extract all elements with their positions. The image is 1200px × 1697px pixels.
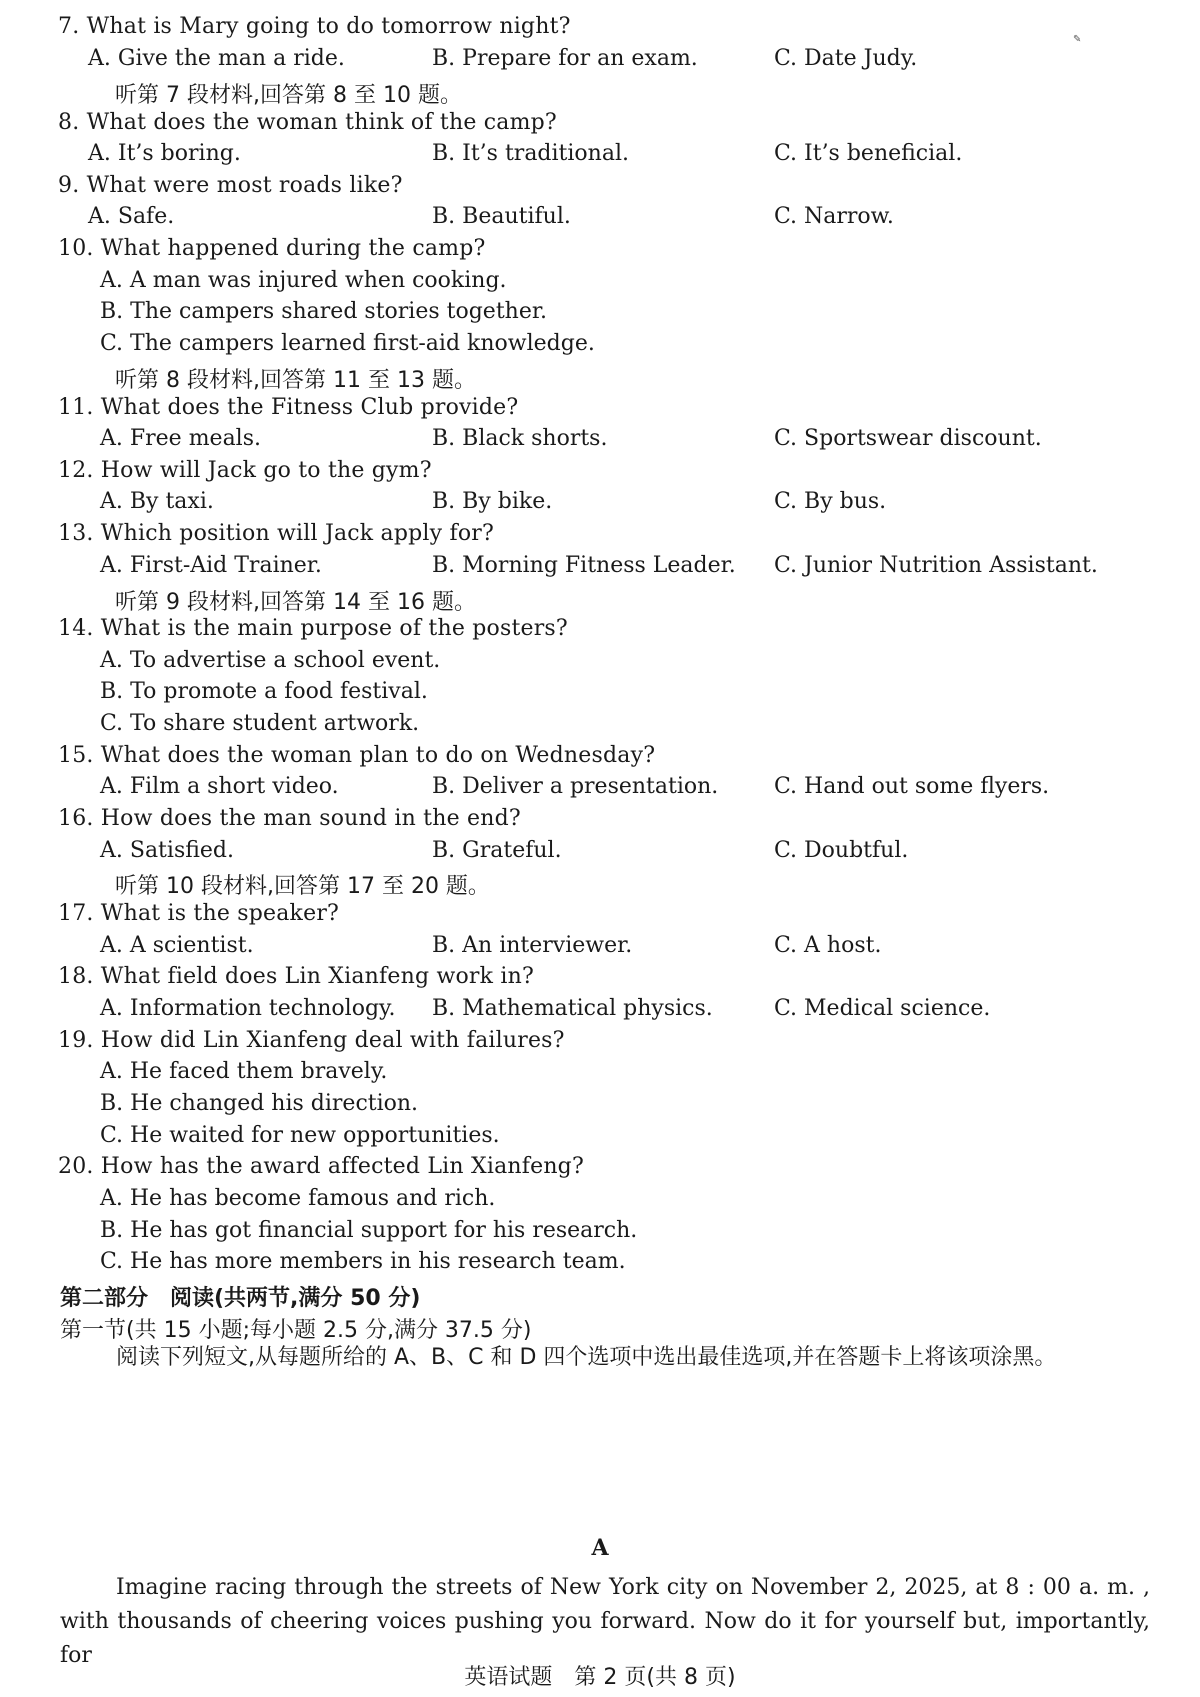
part2-title: 第二部分 阅读(共两节,满分 50 分): [60, 1286, 421, 1311]
question-15-option-c: C. Hand out some flyers.: [774, 774, 1050, 799]
question-15-option-b: B. Deliver a presentation.: [432, 774, 719, 799]
question-16-option-a: A. Satisfied.: [100, 838, 234, 863]
question-11-option-c: C. Sportswear discount.: [774, 426, 1042, 451]
question-17-stem: 17. What is the speaker?: [58, 901, 340, 926]
question-12-option-a: A. By taxi.: [100, 489, 214, 514]
segment-9-instruction: 听第 9 段材料,回答第 14 至 16 题。: [115, 590, 476, 615]
question-9-option-a: A. Safe.: [88, 204, 175, 229]
question-16-option-b: B. Grateful.: [432, 838, 562, 863]
question-11-stem: 11. What does the Fitness Club provide?: [58, 395, 519, 420]
question-20-option-c: C. He has more members in his research team.: [100, 1249, 626, 1274]
question-10-option-a: A. A man was injured when cooking.: [100, 268, 507, 293]
question-20-stem: 20. How has the award affected Lin Xianfeng?: [58, 1154, 584, 1179]
question-12-option-c: C. By bus.: [774, 489, 887, 514]
question-11-option-a: A. Free meals.: [100, 426, 262, 451]
question-16-stem: 16. How does the man sound in the end?: [58, 806, 521, 831]
question-8-stem: 8. What does the woman think of the camp?: [58, 110, 557, 135]
question-18-option-c: C. Medical science.: [774, 996, 991, 1021]
question-16-option-c: C. Doubtful.: [774, 838, 909, 863]
question-8-option-a: A. It’s boring.: [88, 141, 241, 166]
question-9-option-b: B. Beautiful.: [432, 204, 571, 229]
question-14-stem: 14. What is the main purpose of the posters?: [58, 616, 568, 641]
question-11-option-b: B. Black shorts.: [432, 426, 608, 451]
passage-label: A: [591, 1535, 609, 1561]
question-14-option-c: C. To share student artwork.: [100, 711, 420, 736]
question-14-option-a: A. To advertise a school event.: [100, 648, 441, 673]
question-7-option-b: B. Prepare for an exam.: [432, 46, 698, 71]
question-19-option-c: C. He waited for new opportunities.: [100, 1123, 500, 1148]
question-15-option-a: A. Film a short video.: [100, 774, 339, 799]
scan-mark: ✎: [1073, 34, 1082, 45]
question-12-option-b: B. By bike.: [432, 489, 553, 514]
question-13-option-a: A. First-Aid Trainer.: [100, 553, 322, 578]
question-18-option-b: B. Mathematical physics.: [432, 996, 713, 1021]
question-7-option-a: A. Give the man a ride.: [88, 46, 345, 71]
question-13-stem: 13. Which position will Jack apply for?: [58, 521, 494, 546]
question-15-stem: 15. What does the woman plan to do on Wednesday?: [58, 743, 656, 768]
question-17-option-c: C. A host.: [774, 933, 882, 958]
question-20-option-b: B. He has got financial support for his research.: [100, 1218, 638, 1243]
question-9-option-c: C. Narrow.: [774, 204, 894, 229]
part2-section1: 第一节(共 15 小题;每小题 2.5 分,满分 37.5 分): [60, 1318, 532, 1343]
question-19-option-b: B. He changed his direction.: [100, 1091, 419, 1116]
question-18-option-a: A. Information technology.: [100, 996, 396, 1021]
passage-text: Imagine racing through the streets of New York city on November 2, 2025, at 8 : 00 a. m. , with thousands of cheering voices pushing you forward. Now do it for yourself but, importantly, for: [60, 1575, 1150, 1668]
question-10-option-c: C. The campers learned first-aid knowledge.: [100, 331, 595, 356]
question-8-option-c: C. It’s beneficial.: [774, 141, 963, 166]
question-14-option-b: B. To promote a food festival.: [100, 679, 428, 704]
part2-directions: 阅读下列短文,从每题所给的 A、B、C 和 D 四个选项中选出最佳选项,并在答题卡上将该项涂黑。: [116, 1345, 1057, 1370]
segment-7-instruction: 听第 7 段材料,回答第 8 至 10 题。: [115, 83, 462, 108]
question-7-stem: 7. What is Mary going to do tomorrow night?: [58, 14, 571, 39]
question-9-stem: 9. What were most roads like?: [58, 173, 403, 198]
question-18-stem: 18. What field does Lin Xianfeng work in?: [58, 964, 534, 989]
question-19-stem: 19. How did Lin Xianfeng deal with failures?: [58, 1028, 565, 1053]
segment-8-instruction: 听第 8 段材料,回答第 11 至 13 题。: [115, 368, 476, 393]
question-12-stem: 12. How will Jack go to the gym?: [58, 458, 432, 483]
question-17-option-b: B. An interviewer.: [432, 933, 633, 958]
segment-10-instruction: 听第 10 段材料,回答第 17 至 20 题。: [115, 874, 490, 899]
question-17-option-a: A. A scientist.: [100, 933, 254, 958]
question-20-option-a: A. He has become famous and rich.: [100, 1186, 496, 1211]
question-19-option-a: A. He faced them bravely.: [100, 1059, 388, 1084]
question-10-stem: 10. What happened during the camp?: [58, 236, 486, 261]
page-footer: 英语试题 第 2 页(共 8 页): [464, 1665, 736, 1690]
question-8-option-b: B. It’s traditional.: [432, 141, 629, 166]
question-13-option-c: C. Junior Nutrition Assistant.: [774, 553, 1098, 578]
question-10-option-b: B. The campers shared stories together.: [100, 299, 547, 324]
question-13-option-b: B. Morning Fitness Leader.: [432, 553, 736, 578]
question-7-option-c: C. Date Judy.: [774, 46, 918, 71]
